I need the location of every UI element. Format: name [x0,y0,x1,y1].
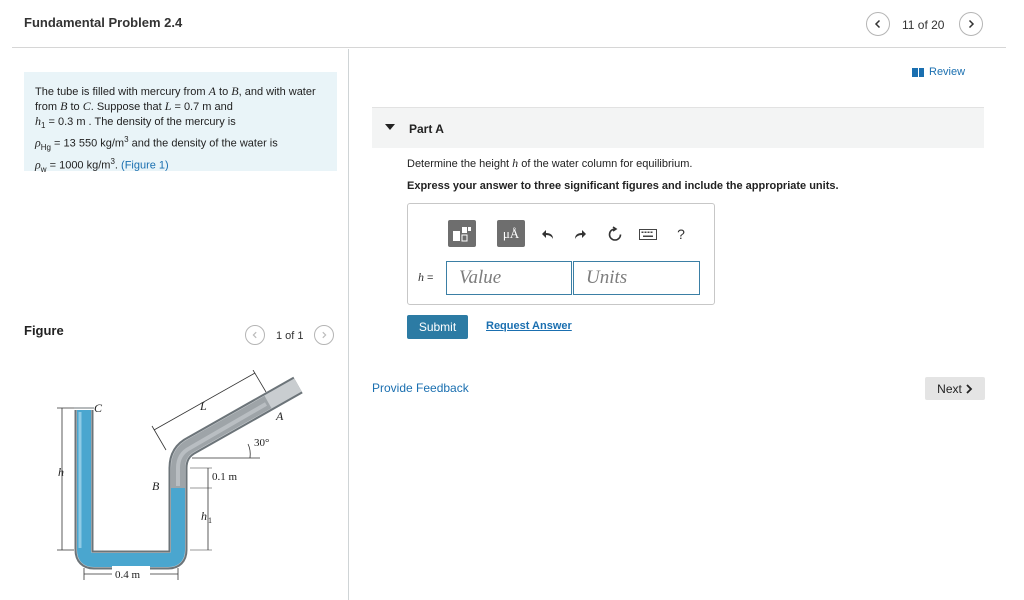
next-button[interactable] [925,377,985,400]
figure-prev-button[interactable] [245,325,265,345]
keyboard-icon[interactable] [638,224,658,244]
figure-heading: Figure [24,323,64,338]
units-input[interactable] [573,261,700,295]
help-icon[interactable]: ? [677,226,685,242]
chevron-right-icon [966,19,976,29]
previous-problem-button[interactable] [866,12,890,36]
angle-arc [248,444,250,458]
provide-feedback-link[interactable]: Provide Feedback [372,381,469,395]
templates-icon [452,225,472,243]
submit-button[interactable]: Submit [407,315,468,339]
u-tube-figure [50,370,320,590]
redo-icon[interactable] [570,224,590,244]
label-c: C [94,401,103,415]
mu-label: μÅ [502,225,520,241]
review-link[interactable] [912,66,965,78]
answer-box [407,203,715,305]
answer-variable-label: h = [418,270,434,284]
problem-statement: The tube is filled with mercury from A to B, and with water from B to C. Suppose that L = 0.7 m and $h_1 = 0.3$ m . The density of the mercury is $\rho_{Hg} = 13$ 550 $kg/m^3$ and the density of the water is $\rho_w = 1000$ $kg/m^3$. (Figure 1) [24,72,337,171]
label-h: h [58,465,64,479]
page-title: Fundamental Problem 2.4 [24,15,183,30]
next-problem-button[interactable] [959,12,983,36]
question-instruction: Express your answer to three significant figures and include the appropriate units. [407,180,839,192]
chevron-right-icon [320,331,328,339]
chevron-left-icon [873,19,883,29]
collapse-caret-icon[interactable] [385,124,395,130]
label-h1-sub: 1 [208,516,212,525]
chevron-right-icon [965,384,973,394]
part-a-header[interactable] [372,107,984,148]
next-label: Next [937,381,962,396]
label-a: A [276,409,284,423]
label-b: B [152,479,160,493]
undo-icon[interactable] [538,224,558,244]
part-label: Part A [409,122,444,136]
panel-divider [348,49,349,600]
label-0-1m: 0.1 m [212,471,238,483]
label-angle: 30° [254,437,270,449]
chevron-left-icon [251,331,259,339]
figure-next-button[interactable] [314,325,334,345]
figure-link[interactable]: (Figure 1) [121,159,169,172]
header [0,0,1024,49]
book-icon [912,68,924,77]
templates-button[interactable] [448,220,476,247]
water-column [84,410,178,560]
label-l: L [200,399,207,413]
value-input[interactable] [446,261,572,295]
figure-pager: 1 of 1 [276,330,304,342]
reset-icon[interactable] [605,224,625,244]
request-answer-link[interactable]: Request Answer [486,320,572,332]
units-button[interactable] [497,220,525,247]
review-label: Review [929,66,966,78]
question-text: Determine the height h of the water column for equilibrium. [407,156,693,170]
tube-glass [84,385,298,560]
label-h1: h [201,509,207,523]
label-0-4m: 0.4 m [115,569,141,581]
problem-pager: 11 of 20 [902,18,945,32]
header-divider [12,47,1006,48]
